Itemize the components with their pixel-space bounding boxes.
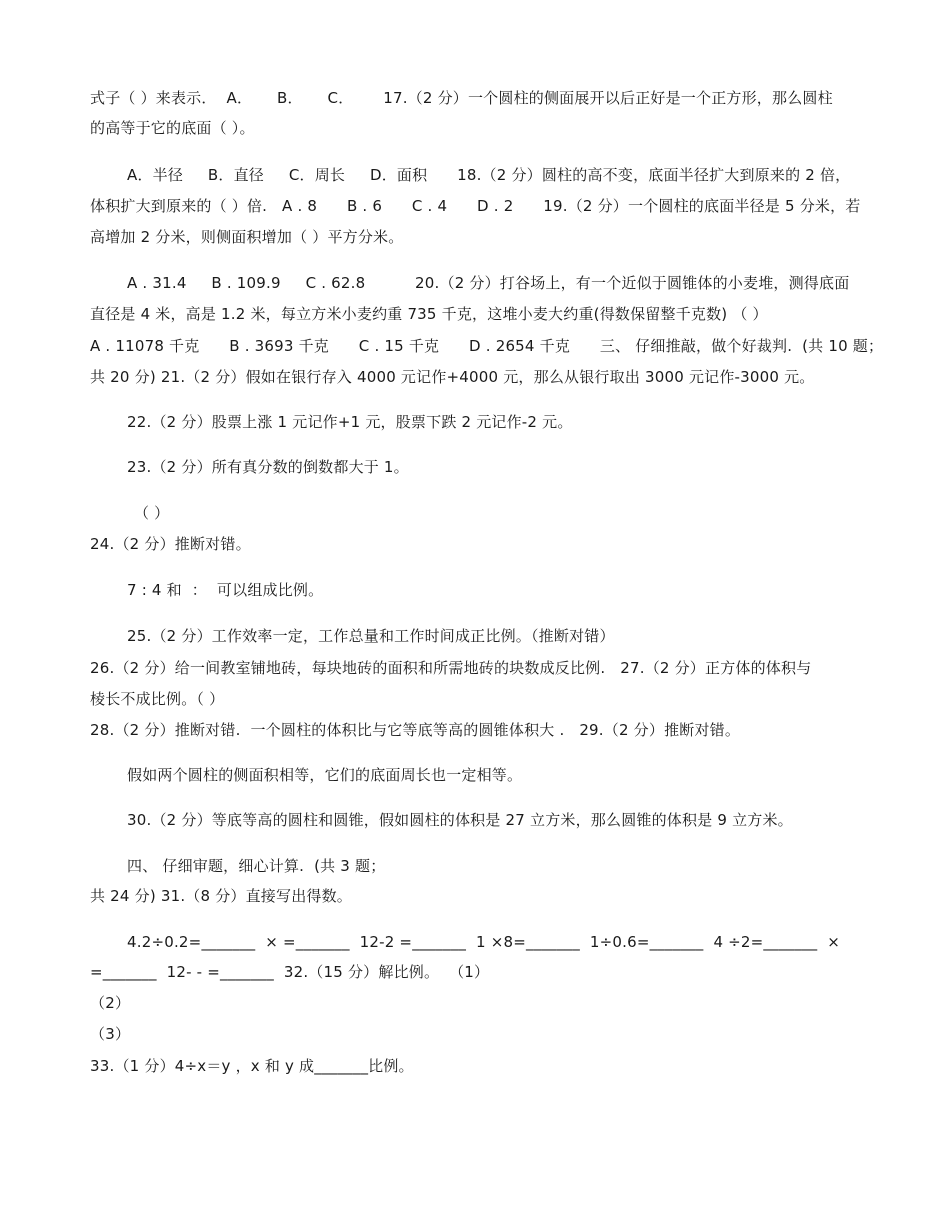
text-line: 4.2÷0.2=_______ × =_______ 12-2 =_______ 1 ×8=_______ 1÷0.6=_______ 4 ÷2=_______ × bbox=[127, 933, 841, 951]
text-line: 高增加 2 分米，则侧面积增加（ ）平方分米。 bbox=[90, 228, 404, 246]
text-line: 7 : 4 和 ： 可以组成比例。 bbox=[127, 581, 324, 599]
text-line: 共 24 分) 31.（8 分）直接写出得数。 bbox=[90, 887, 353, 905]
text-line: 33.（1 分）4÷x＝y ，x 和 y 成_______比例。 bbox=[90, 1057, 414, 1075]
text-line: 23.（2 分）所有真分数的倒数都大于 1。 bbox=[127, 458, 409, 476]
text-line: 的高等于它的底面（ ）。 bbox=[90, 119, 255, 137]
text-line: 30.（2 分）等底等高的圆柱和圆锥，假如圆柱的体积是 27 立方米，那么圆锥的体积是 9 立方米。 bbox=[127, 811, 793, 829]
text-line: A . 31.4 B . 109.9 C . 62.8 20.（2 分）打谷场上，有一个近似于圆锥体的小麦堆，测得底面 bbox=[127, 274, 850, 292]
text-line: A . 11078 千克 B . 3693 千克 C . 15 千克 D . 2654 千克 三、 仔细推敲，做个好裁判. (共 10 题； bbox=[90, 337, 884, 355]
text-line: 22.（2 分）股票上涨 1 元记作+1 元，股票下跌 2 元记作-2 元。 bbox=[127, 413, 573, 431]
text-line: （3） bbox=[90, 1025, 131, 1043]
text-line: 26.（2 分）给一间教室铺地砖，每块地砖的面积和所需地砖的块数成反比例. 27.（2 分）正方体的体积与 bbox=[90, 659, 812, 677]
text-line: 体积扩大到原来的（ ）倍. A . 8 B . 6 C . 4 D . 2 19.（2 分）一个圆柱的底面半径是 5 分米，若 bbox=[90, 197, 861, 215]
text-line: （2） bbox=[90, 994, 131, 1012]
text-line: =_______ 12- - =_______ 32.（15 分）解比例。 （1） bbox=[90, 963, 490, 981]
text-line: A．半径 B．直径 C．周长 D．面积 18.（2 分）圆柱的高不变，底面半径扩大到原来的 2 倍， bbox=[127, 166, 851, 184]
text-line: 式子（ ）来表示． A． B． C． 17.（2 分）一个圆柱的侧面展开以后正好是一个正方形，那么圆柱 bbox=[90, 89, 833, 107]
text-line: 直径是 4 米，高是 1.2 米，每立方米小麦约重 735 千克，这堆小麦大约重(得数保留整千克数) （ ） bbox=[90, 305, 768, 323]
text-line: 28.（2 分）推断对错. 一个圆柱的体积比与它等底等高的圆锥体积大 . 29.（2 分）推断对错。 bbox=[90, 721, 741, 739]
text-line: 假如两个圆柱的侧面积相等，它们的底面周长也一定相等。 bbox=[127, 766, 523, 784]
text-line: 四、 仔细审题，细心计算. (共 3 题； bbox=[127, 857, 386, 875]
text-line: 共 20 分) 21.（2 分）假如在银行存入 4000 元记作+4000 元，那么从银行取出 3000 元记作-3000 元。 bbox=[90, 368, 815, 386]
text-line: 棱长不成比例。（ ） bbox=[90, 690, 225, 708]
text-line: 25.（2 分）工作效率一定，工作总量和工作时间成正比例。（推断对错） bbox=[127, 627, 615, 645]
text-line: （ ） bbox=[134, 504, 170, 522]
text-line: 24.（2 分）推断对错。 bbox=[90, 535, 251, 553]
